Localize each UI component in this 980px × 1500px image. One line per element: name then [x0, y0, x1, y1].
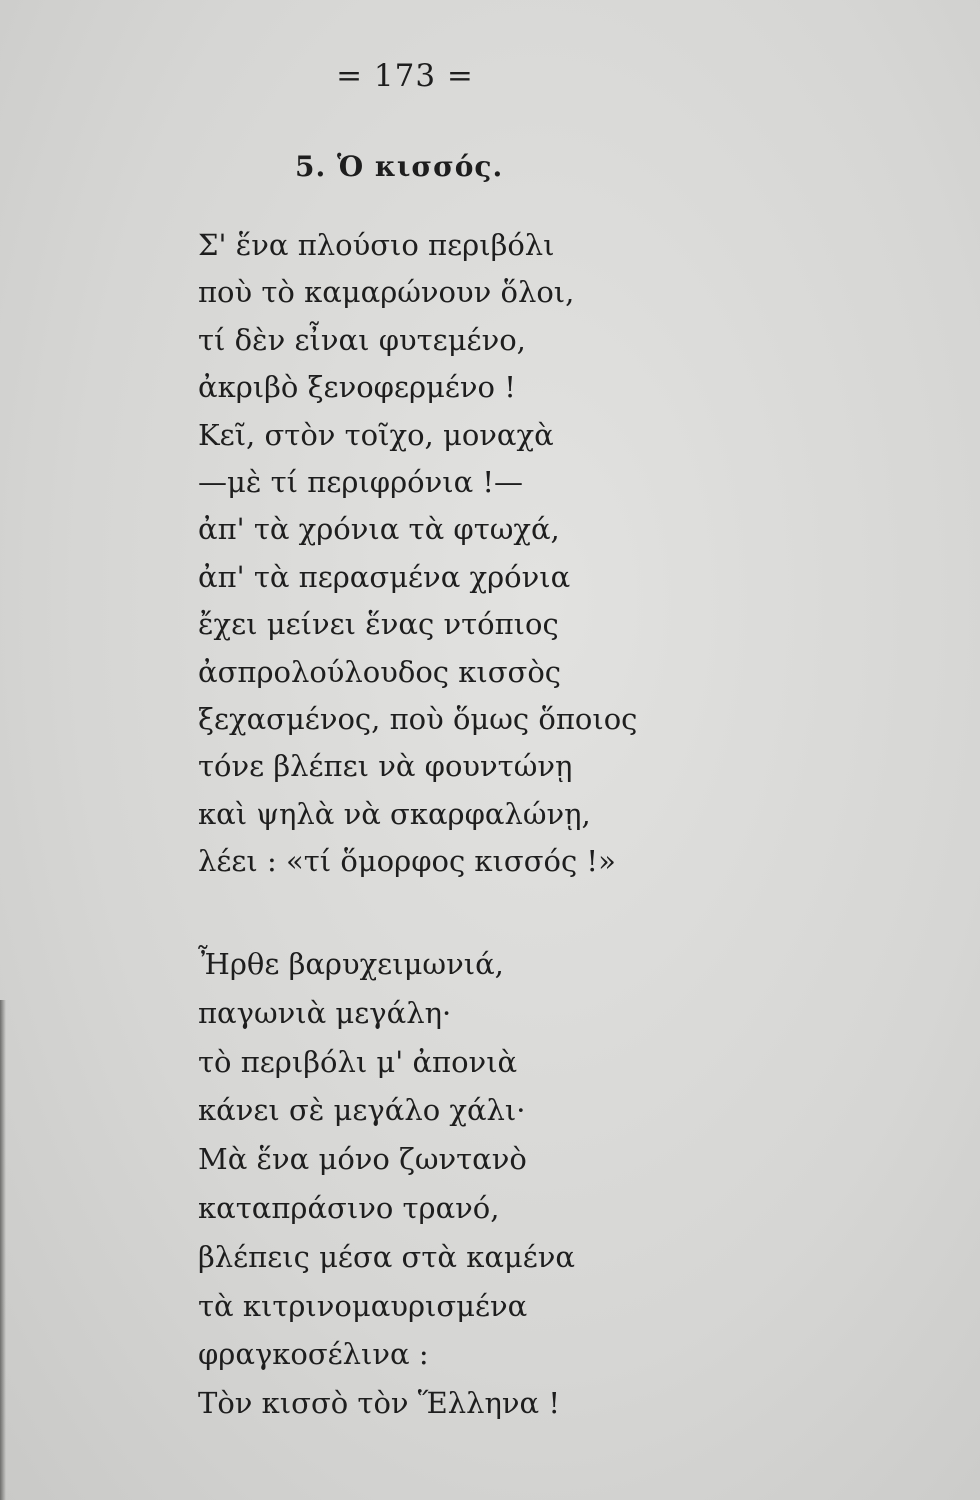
verse-line: βλέπεις μέσα στὰ καμένα: [198, 1239, 575, 1274]
verse-line: Κεῖ, στὸν τοῖχο, μοναχὰ: [198, 417, 554, 452]
verse-line: Μὰ ἕνα μόνο ζωντανὸ: [198, 1142, 527, 1177]
verse-line: ποὺ τὸ καμαρώνουν ὅλοι,: [198, 275, 575, 310]
verse-line: τί δὲν εἶναι φυτεμένο,: [198, 322, 526, 357]
stanza-2: [198, 940, 575, 1428]
page-binding-shadow: [0, 1000, 6, 1500]
verse-line: παγωνιὰ μεγάλη·: [198, 995, 452, 1030]
verse-line: κάνει σὲ μεγάλο χάλι·: [198, 1093, 526, 1128]
verse-line: φραγκοσέλινα :: [198, 1337, 429, 1372]
stanza-1: [198, 222, 637, 885]
verse-line: Σ' ἕνα πλούσιο περιβόλι: [198, 228, 555, 262]
verse-line: ἀπ' τὰ χρόνια τὰ φτωχά,: [198, 512, 560, 547]
verse-line: τὰ κιτρινομαυρισμένα: [198, 1288, 528, 1323]
verse-line: ἀσπρολούλουδος κισσὸς: [198, 654, 562, 689]
verse-line: τόνε βλέπει νὰ φουντώνῃ: [198, 749, 573, 784]
verse-line: ἀκριβὸ ξενοφερμένο !: [198, 370, 516, 405]
verse-line: —μὲ τί περιφρόνια !—: [198, 464, 524, 499]
verse-line: τὸ περιβόλι μ' ἀπονιὰ: [198, 1044, 518, 1079]
verse-line: ξεχασμένος, ποὺ ὅμως ὅποιος: [198, 701, 638, 736]
verse-line: καταπράσινο τρανό,: [198, 1190, 500, 1225]
verse-line: ἔχει μείνει ἕνας ντόπιος: [198, 607, 559, 642]
poem-title: 5. Ὁ κισσός.: [295, 150, 504, 183]
verse-line: ἀπ' τὰ περασμένα χρόνια: [198, 559, 571, 594]
verse-line: λέει : «τί ὅμορφος κισσός !»: [198, 844, 616, 879]
page-number: = 173 =: [336, 58, 474, 94]
verse-line: Ἦρθε βαρυχειμωνιά,: [198, 947, 504, 981]
verse-line: Τὸν κισσὸ τὸν Ἕλληνα !: [198, 1386, 560, 1421]
verse-line: καὶ ψηλὰ νὰ σκαρφαλώνῃ,: [198, 796, 591, 831]
